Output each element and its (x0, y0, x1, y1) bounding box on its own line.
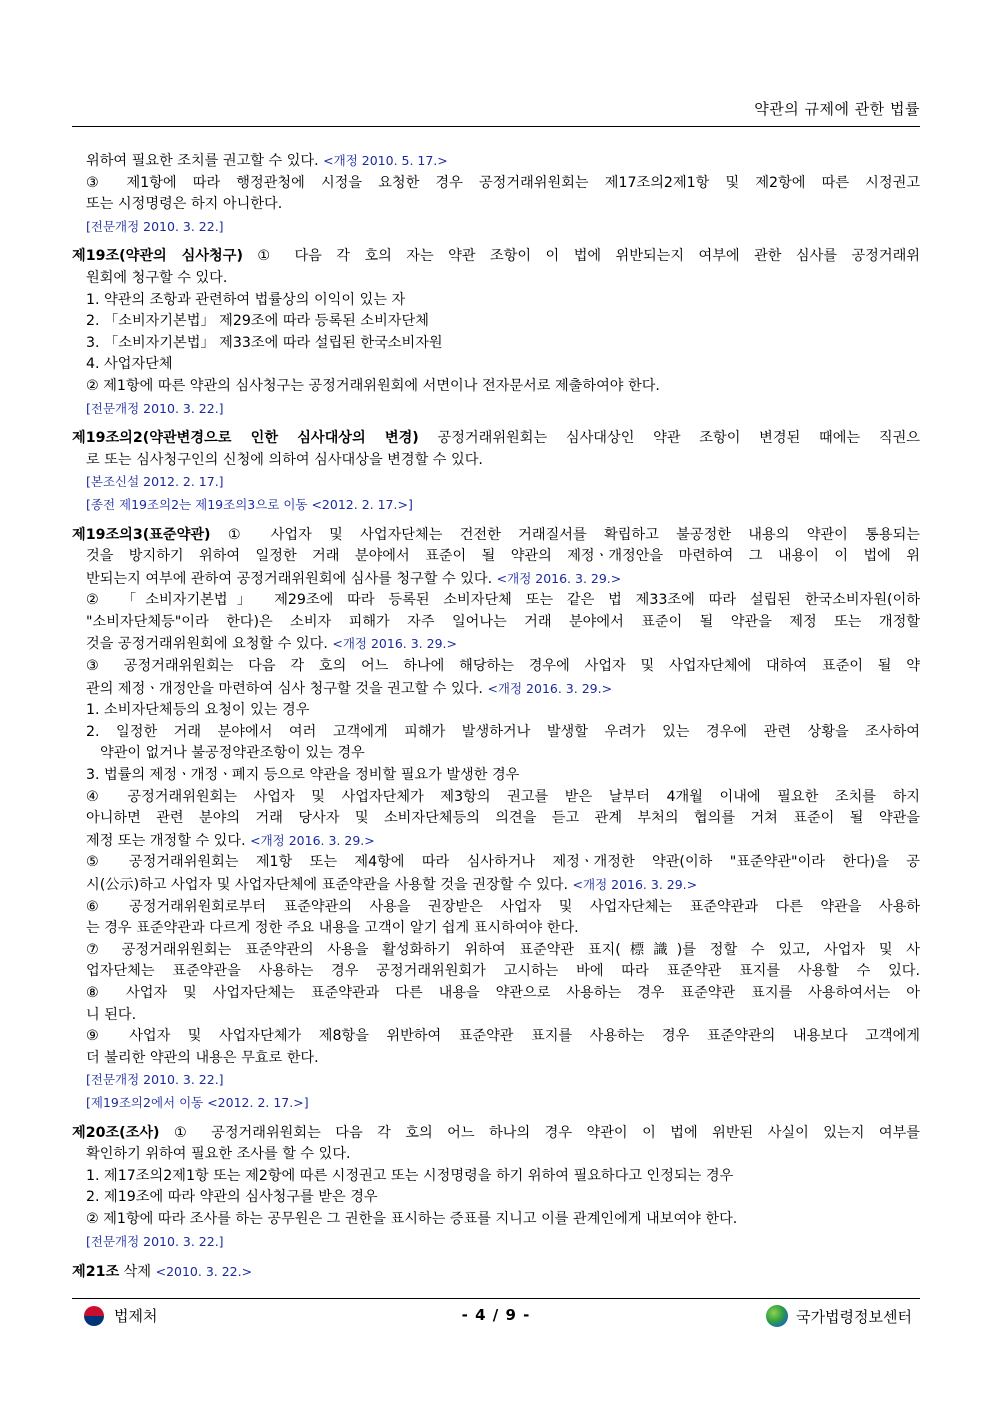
article-heading-line (72, 428, 920, 450)
text-line (72, 633, 920, 656)
text-line (72, 808, 920, 830)
line-text: ④ 공정거래위원회는 사업자 및 사업자단체가 제3항의 권고를 받은 날부터 4개월 이내에 필요한 조치를 하지 (86, 788, 920, 805)
line-text: 1. 소비자단체등의 요청이 있는 경우 (86, 702, 310, 719)
text-line (72, 1209, 920, 1231)
text-line (72, 1187, 920, 1209)
text-line (72, 546, 920, 568)
article-heading-line (72, 1123, 920, 1145)
line-text: 1. 약관의 조항과 관련하여 법률상의 이익이 있는 자 (86, 291, 406, 308)
revision-note: [전문개정 2010. 3. 22.] (86, 1072, 224, 1088)
line-text: 또는 시정명령은 하지 아니한다. (86, 196, 283, 213)
text-line (72, 150, 920, 173)
text-line (72, 722, 920, 744)
line-text: 것을 방지하기 위하여 일정한 거래 분야에서 표준이 될 약관의 제정ㆍ개정안을 마련하여 그 내용이 이 법에 위 (86, 548, 920, 565)
revision-note: [전문개정 2010. 3. 22.] (86, 400, 224, 416)
line-text: 2. 「소비자기본법」 제29조에 따라 등록된 소비자단체 (86, 313, 429, 330)
text-line (72, 311, 920, 333)
revision-note: [종전 제19조의2는 제19조의3으로 이동 <2012. 2. 17.>] (86, 496, 413, 512)
text-line (72, 173, 920, 195)
text-line (72, 830, 920, 853)
line-text: ③ 제1항에 따라 행정관청에 시정을 요청한 경우 공정거래위원회는 제17조의2제1항 및 제2항에 따른 시정권고 (86, 174, 920, 191)
revision-note: <개정 2016. 3. 29.> (487, 680, 613, 696)
line-text: 것을 공정거래위원회에 요청할 수 있다. (86, 636, 328, 653)
revision-note: <개정 2016. 3. 29.> (332, 636, 457, 652)
article-title: 제19조의3(표준약관) (72, 526, 211, 543)
line-text: 더 불리한 약관의 내용은 무효로 한다. (86, 1049, 319, 1066)
revision-note: [제19조의2에서 이동 <2012. 2. 17.>] (86, 1094, 309, 1110)
text-line (72, 612, 920, 634)
amendment-note (72, 1069, 920, 1092)
text-line (72, 700, 920, 722)
article-heading-line (72, 246, 920, 268)
line-text: 2. 일정한 거래 분야에서 여러 고객에게 피해가 발생하거나 발생할 우려가 있는 경우에 관련 상황을 조사하여 (86, 723, 920, 740)
text-line (72, 590, 920, 612)
line-text: 4. 사업자단체 (86, 356, 173, 373)
text-line (72, 1048, 920, 1070)
revision-note: <개정 2016. 3. 29.> (496, 570, 622, 586)
text-line (72, 983, 920, 1005)
law-center-logo-icon (766, 1305, 788, 1327)
amendment-note (72, 471, 920, 494)
article-title: 제21조 (72, 1264, 120, 1281)
revision-note: <2010. 3. 22.> (155, 1264, 253, 1280)
text-line (72, 376, 920, 398)
line-text: 원회에 청구할 수 있다. (86, 269, 228, 286)
article-heading-line (72, 1261, 920, 1284)
article-heading-line (72, 525, 920, 547)
revision-note: [전문개정 2010. 3. 22.] (86, 1233, 224, 1249)
text-line (72, 354, 920, 376)
amendment-note (72, 398, 920, 421)
line-text: ⑨ 사업자 및 사업자단체가 제8항을 위반하여 표준약관 표지를 사용하는 경우 표준약관의 내용보다 고객에게 (86, 1028, 920, 1045)
publisher-label: 법제처 (114, 1307, 158, 1325)
revision-note: [본조신설 2012. 2. 17.] (86, 474, 224, 490)
text-line (72, 1144, 920, 1166)
line-text: 3. 법률의 제정ㆍ개정ㆍ폐지 등으로 약관을 정비할 필요가 발생한 경우 (86, 767, 520, 784)
line-text: 1. 제17조의2제1항 또는 제2항에 따른 시정권고 또는 시정명령을 하기 위하여 필요하다고 인정되는 경우 (86, 1167, 734, 1184)
line-text: ① 공정거래위원회는 다음 각 호의 어느 하나의 경우 약관이 이 법에 위반된 사실이 있는지 여부를 (159, 1124, 920, 1141)
article-title: 제19조(약관의 심사청구) (72, 248, 243, 265)
amendment-note (72, 1092, 920, 1115)
line-text: 업자단체는 표준약관을 사용하는 경우 공정거래위원회가 고시하는 바에 따라 표준약관 표지를 사용할 수 있다. (86, 963, 920, 980)
text-line (72, 1026, 920, 1048)
header-divider (72, 126, 920, 127)
text-line (72, 961, 920, 983)
line-text: 니 된다. (86, 1006, 137, 1023)
line-text: 삭제 (119, 1264, 156, 1281)
text-line (72, 1005, 920, 1027)
article-title: 제19조의2(약관변경으로 인한 심사대상의 변경) (72, 430, 419, 447)
line-text: 약관이 없거나 불공정약관조항이 있는 경우 (100, 745, 365, 762)
text-line (72, 743, 920, 765)
line-text: 3. 「소비자기본법」 제33조에 따라 설립된 한국소비자원 (86, 334, 443, 351)
line-text: 로 또는 심사청구인의 신청에 의하여 심사대상을 변경할 수 있다. (86, 451, 483, 468)
line-text: 관의 제정ㆍ개정안을 마련하여 심사 청구할 것을 권고할 수 있다. (86, 680, 483, 697)
document-title: 약관의 규제에 관한 법률 (754, 100, 920, 118)
line-text: ⑦ 공정거래위원회는 표준약관의 사용을 활성화하기 위하여 표준약관 표지(標識)를 정할 수 있고, 사업자 및 사 (86, 941, 920, 958)
text-line (72, 656, 920, 678)
line-text: 반되는지 여부에 관하여 공정거래위원회에 심사를 청구할 수 있다. (86, 570, 493, 587)
line-text: 위하여 필요한 조치를 권고할 수 있다. (86, 153, 319, 169)
line-text: 확인하기 위하여 필요한 조사를 할 수 있다. (86, 1146, 351, 1163)
text-line (72, 568, 920, 591)
revision-note: [전문개정 2010. 3. 22.] (86, 218, 224, 234)
text-line (72, 678, 920, 701)
line-text: ② 제1항에 따른 약관의 심사청구는 공정거래위원회에 서면이나 전자문서로 제출하여야 한다. (86, 377, 660, 394)
line-text: 제정 또는 개정할 수 있다. (86, 832, 246, 849)
footer-divider (72, 1298, 920, 1299)
revision-note: <개정 2016. 3. 29.> (572, 877, 698, 892)
text-line (72, 268, 920, 290)
footer-source (766, 1305, 912, 1327)
text-line (72, 1166, 920, 1188)
text-line (72, 333, 920, 355)
text-line (72, 897, 920, 919)
line-text: ② 「소비자기본법」 제29조에 따라 등록된 소비자단체 또는 같은 법 제33조에 따라 설립된 한국소비자원(이하 (86, 592, 920, 609)
line-text: 아니하면 관련 분야의 거래 당사자 및 소비자단체등의 의견을 듣고 관계 부처의 협의를 거쳐 표준이 될 약관을 (86, 810, 920, 827)
line-text: ⑥ 공정거래위원회로부터 표준약관의 사용을 권장받은 사업자 및 사업자단체는 표준약관과 다른 약관을 사용하 (86, 898, 920, 915)
text-line (72, 450, 920, 472)
line-text: 시(公示)하고 사업자 및 사업자단체에 표준약관을 사용할 것을 권장할 수 있다. (86, 877, 568, 893)
page-number: - 4 / 9 - (461, 1306, 531, 1324)
text-line (72, 765, 920, 787)
text-line (72, 940, 920, 962)
text-line (72, 852, 920, 874)
line-text: 는 경우 표준약관과 다르게 정한 주요 내용을 고객이 알기 쉽게 표시하여야 한다. (86, 920, 579, 937)
line-text: ⑧ 사업자 및 사업자단체는 표준약관과 다른 내용을 약관으로 사용하는 경우 표준약관 표지를 사용하여서는 아 (86, 984, 920, 1001)
text-line (72, 194, 920, 216)
line-text: ① 사업자 및 사업자단체는 건전한 거래질서를 확립하고 불공정한 내용의 약관이 통용되는 (210, 526, 920, 543)
line-text: 2. 제19조에 따라 약관의 심사청구를 받은 경우 (86, 1189, 378, 1206)
text-line (72, 787, 920, 809)
amendment-note (72, 494, 920, 517)
revision-note: <개정 2016. 3. 29.> (250, 832, 375, 848)
text-line (72, 290, 920, 312)
law-text-body (72, 150, 920, 1284)
line-text: "소비자단체등"이라 한다)은 소비자 피해가 자주 일어나는 거래 분야에서 표준이 될 약관을 제정 또는 개정할 (86, 613, 920, 630)
amendment-note (72, 1231, 920, 1254)
revision-note: <개정 2010. 5. 17.> (323, 153, 448, 168)
line-text: ② 제1항에 따라 조사를 하는 공무원은 그 권한을 표시하는 증표를 지니고 이를 관계인에게 내보여야 한다. (86, 1210, 738, 1227)
text-line (72, 874, 920, 897)
line-text: ⑤ 공정거래위원회는 제1항 또는 제4항에 따라 심사하거나 제정ㆍ개정한 약관(이하 "표준약관"이라 한다)을 공 (86, 854, 920, 871)
line-text: 공정거래위원회는 심사대상인 약관 조항이 변경된 때에는 직권으 (418, 430, 920, 447)
text-line (72, 918, 920, 940)
article-title: 제20조(조사) (72, 1124, 160, 1141)
source-label: 국가법령정보센터 (796, 1307, 912, 1326)
amendment-note (72, 216, 920, 239)
line-text: ① 다음 각 호의 자는 약관 조항이 이 법에 위반되는지 여부에 관한 심사를 공정거래위 (242, 248, 920, 265)
line-text: ③ 공정거래위원회는 다음 각 호의 어느 하나에 해당하는 경우에 사업자 및 사업자단체에 대하여 표준이 될 약 (86, 658, 920, 675)
